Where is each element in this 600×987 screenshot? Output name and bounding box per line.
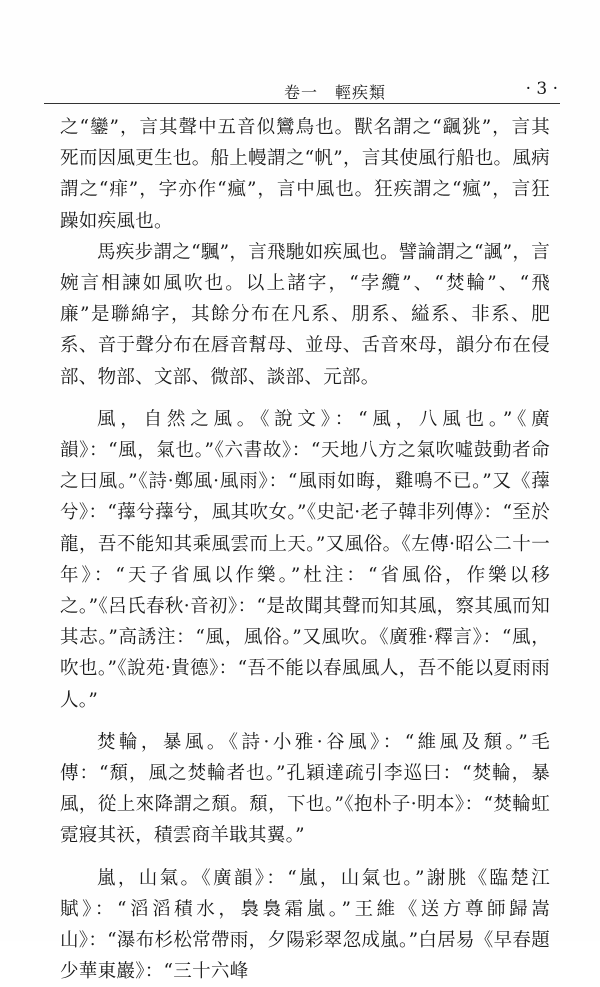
running-header xyxy=(44,74,560,104)
section-gap xyxy=(60,393,550,404)
paragraph-lan: 嵐，山氣。《廣韻》：“嵐，山氣也。”謝朓《臨楚江賦》：“滔滔積水，裊裊霜嵐。”王維《送方尊師歸嵩山》：“瀑布杉松常帶雨，夕陽彩翠忽成嵐。”白居易《早春題少華東巖》：“三十六峰 xyxy=(60,867,550,983)
header-divider xyxy=(44,103,560,104)
text-body xyxy=(60,112,550,987)
section-gap xyxy=(60,716,550,727)
section-gap xyxy=(60,852,550,863)
paragraph-wind-radicals: 馬疾步謂之“颿”，言飛馳如疾風也。譬論謂之“諷”，言婉言相諫如風吹也。以上諸字，“孛纜”、“焚輪”、“飛廉”是聯綿字，其餘分布在凡系、朋系、縊系、非系、肥系、音于聲分布在唇音幫母、並母、舌音來母，韻分布在侵部、物部、文部、微部、談部、元部。 xyxy=(60,241,550,388)
paragraph-fenlun: 焚輪，暴風。《詩·小雅·谷風》：“維風及頹。”毛傳：“頹，風之焚輪者也。”孔穎達疏引李巡曰：“焚輪，暴風，從上來降謂之頹。頹，下也。”《抱朴子·明本》：“焚輪虹霓寢其祆，積雲商羊戢其翼。” xyxy=(60,731,550,847)
chapter-title: 卷一 輕疾類 xyxy=(284,83,387,102)
page-number: · 3 · xyxy=(525,79,558,99)
paragraph-continuation: 之“鑾”，言其聲中五音似鸞鳥也。獸名謂之“颻狣”，言其死而因風更生也。船上幔謂之“帆”，言其使風行船也。風病謂之“痱”，字亦作“瘋”，言中風也。狂疾謂之“瘋”，言狂躁如疾風也。 xyxy=(60,117,550,232)
paragraph-feng: 風，自然之風。《說文》：“風，八風也。”《廣韻》：“風，氣也。”《六書故》：“天地八方之氣吹噓鼓動者命之曰風。”《詩·鄭風·風雨》：“風雨如晦，雞鳴不已。”又《蘀兮》：“蘀兮蘀兮，風其吹女。”《史記·老子韓非列傳》：“至於龍，吾不能知其乘風雲而上天。”又風俗。《左傳·昭公二十一年》：“天子省風以作樂。”杜注：“省風俗，作樂以移之。”《呂氏春秋·音初》：“是故聞其聲而知其風，察其風而知其志。”高誘注：“風，風俗。”又風吹。《廣雅·釋言》：“風，吹也。”《說苑·貴德》：“吾不能以春風風人，吾不能以夏雨雨人。” xyxy=(60,408,550,711)
